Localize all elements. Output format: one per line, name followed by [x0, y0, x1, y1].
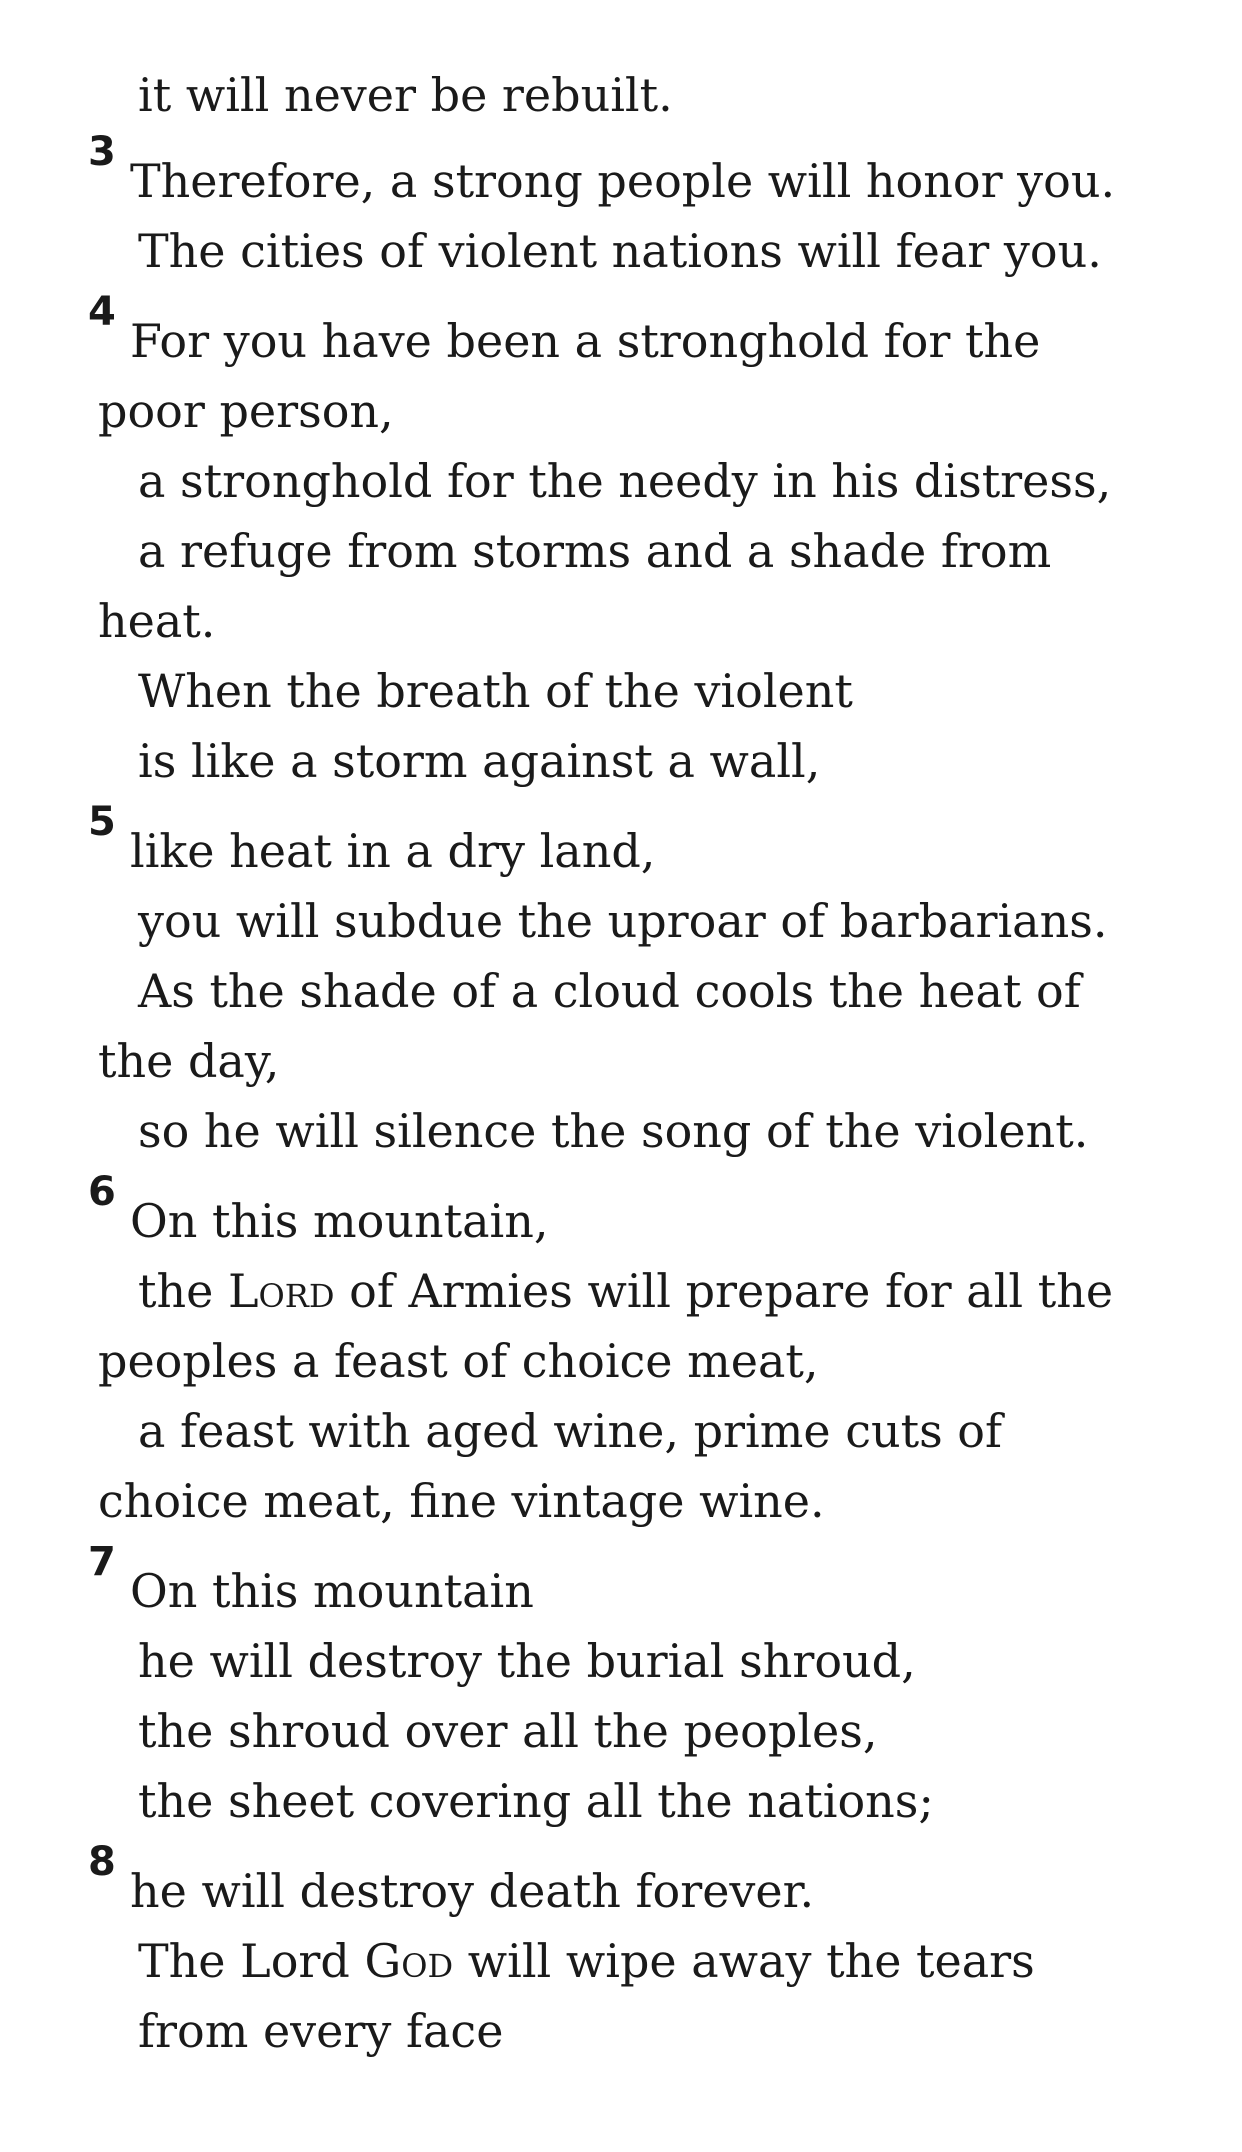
verse-line: a feast with aged wine, prime cuts of — [138, 1404, 1003, 1458]
verse-line-text: the — [138, 1264, 214, 1318]
verse-line: On this mountain — [130, 1564, 534, 1618]
verse-line: like heat in a dry land, — [130, 824, 656, 878]
verse-line: On this mountain, — [130, 1194, 549, 1248]
verse-line: the day, — [98, 1034, 280, 1088]
verse-number-8: 8 — [88, 1839, 116, 1885]
verse-line: from every face — [138, 2004, 504, 2058]
verse-line — [138, 1934, 1035, 1988]
verse-line: the shroud over all the peoples, — [138, 1704, 878, 1758]
verse-line: so he will silence the song of the violent. — [138, 1104, 1089, 1158]
verse-line: it will never be rebuilt. — [138, 68, 673, 122]
verse-line: Therefore, a strong people will honor you. — [130, 154, 1116, 208]
verse-line-text: of Armies will prepare for all the — [349, 1264, 1114, 1318]
verse-line: the sheet covering all the nations; — [138, 1774, 934, 1828]
verse-line: When the breath of the violent — [138, 664, 853, 718]
divine-name-god: God — [364, 1934, 454, 1988]
verse-line: choice meat, fine vintage wine. — [98, 1474, 825, 1528]
verse-line — [138, 1264, 1114, 1318]
verse-number-4: 4 — [88, 289, 116, 335]
verse-line: peoples a feast of choice meat, — [98, 1334, 819, 1388]
verse-line: For you have been a stronghold for the — [130, 314, 1041, 368]
verse-line: a stronghold for the needy in his distress, — [138, 454, 1112, 508]
verse-line: heat. — [98, 594, 216, 648]
verse-number-3: 3 — [88, 129, 116, 175]
verse-line: poor person, — [98, 384, 394, 438]
verse-number-5: 5 — [88, 799, 116, 845]
verse-number-7: 7 — [88, 1539, 116, 1585]
verse-line: The cities of violent nations will fear you. — [138, 224, 1102, 278]
verse-line: a refuge from storms and a shade from — [138, 524, 1052, 578]
verse-line: As the shade of a cloud cools the heat of — [138, 964, 1081, 1018]
verse-line-text: will wipe away the tears — [467, 1934, 1035, 1988]
verse-line: you will subdue the uproar of barbarians. — [138, 894, 1108, 948]
verse-line: he will destroy death forever. — [130, 1864, 815, 1918]
verse-line-text: The Lord — [138, 1934, 350, 1988]
verse-line: is like a storm against a wall, — [138, 734, 821, 788]
verse-number-6: 6 — [88, 1169, 116, 1215]
divine-name-lord: Lord — [227, 1264, 335, 1318]
verse-line: he will destroy the burial shroud, — [138, 1634, 916, 1688]
